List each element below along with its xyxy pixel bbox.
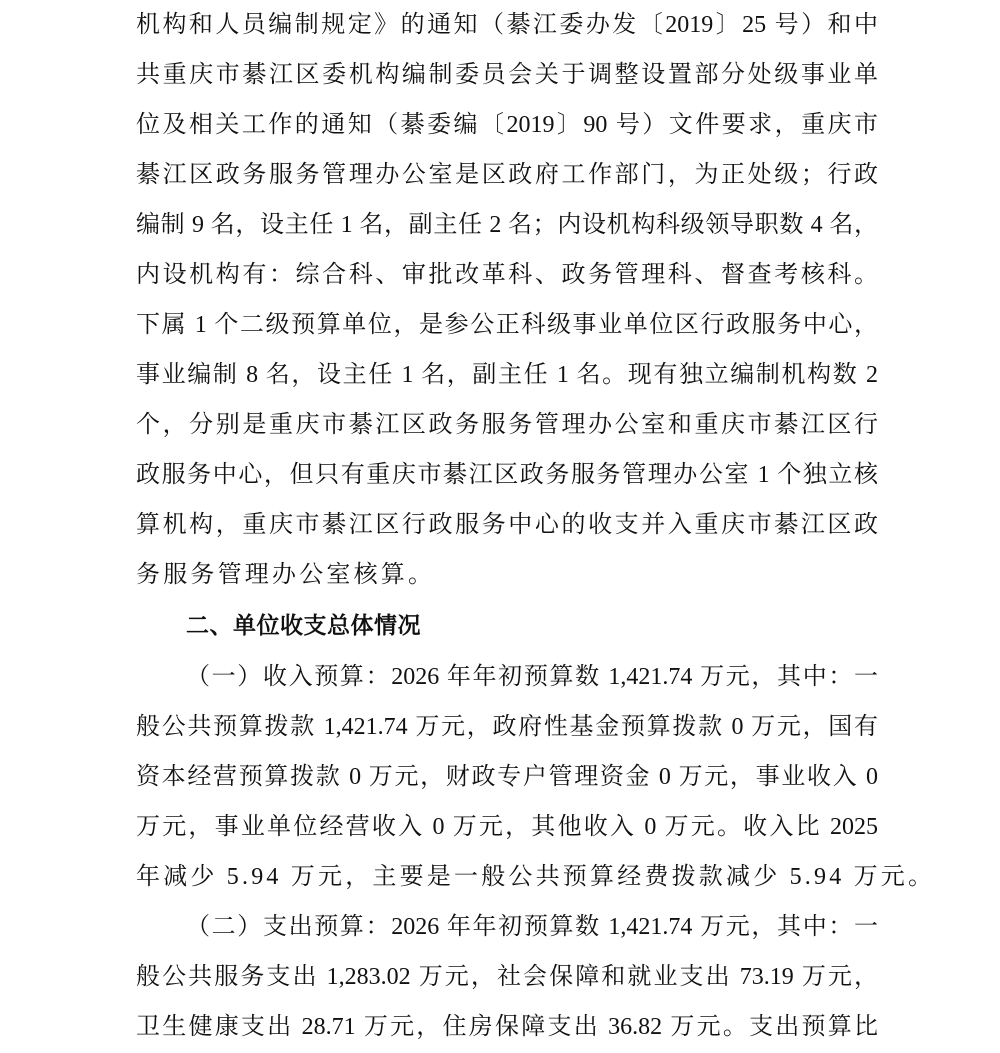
text-line-last: 年减少 5.94 万元，主要是一般公共预算经费拨款减少 5.94 万元。 — [136, 864, 936, 890]
text-line: 编制 9 名，设主任 1 名，副主任 2 名；内设机构科级领导职数 4 名， — [136, 212, 878, 238]
text-line: 般公共服务支出 1,283.02 万元，社会保障和就业支出 73.19 万元， — [136, 964, 878, 990]
text-line: 政服务中心，但只有重庆市綦江区政务服务管理办公室 1 个独立核 — [136, 462, 878, 488]
text-line: （一）收入预算：2026 年年初预算数 1,421.74 万元，其中：一 — [186, 664, 878, 690]
text-line: 般公共预算拨款 1,421.74 万元，政府性基金预算拨款 0 万元，国有 — [136, 714, 878, 740]
paragraph-organization — [136, 0, 878, 600]
text-line: 资本经营预算拨款 0 万元，财政专户管理资金 0 万元，事业收入 0 — [136, 764, 878, 790]
text-line: 个，分别是重庆市綦江区政务服务管理办公室和重庆市綦江区行 — [136, 412, 878, 438]
text-line: 卫生健康支出 28.71 万元，住房保障支出 36.82 万元。支出预算比 — [136, 1014, 878, 1040]
paragraph-expense-budget — [136, 902, 878, 1052]
text-line: 内设机构有：综合科、审批改革科、政务管理科、督查考核科。 — [136, 262, 878, 288]
text-line: 位及相关工作的通知（綦委编〔2019〕90 号）文件要求，重庆市 — [136, 112, 878, 138]
section-heading: 二、单位收支总体情况 — [186, 613, 421, 639]
text-line: （二）支出预算：2026 年年初预算数 1,421.74 万元，其中：一 — [186, 914, 878, 940]
text-line: 事业编制 8 名，设主任 1 名，副主任 1 名。现有独立编制机构数 2 — [136, 362, 878, 388]
text-line: 机构和人员编制规定》的通知（綦江委办发〔2019〕25 号）和中 — [136, 12, 878, 38]
text-line: 万元，事业单位经营收入 0 万元，其他收入 0 万元。收入比 2025 — [136, 814, 878, 840]
text-line-last: 务服务管理办公室核算。 — [136, 562, 436, 588]
text-line: 算机构，重庆市綦江区行政服务中心的收支并入重庆市綦江区政 — [136, 512, 878, 538]
text-line: 綦江区政务服务管理办公室是区政府工作部门，为正处级；行政 — [136, 162, 878, 188]
paragraph-income-budget — [136, 652, 936, 902]
text-line: 下属 1 个二级预算单位，是参公正科级事业单位区行政服务中心， — [136, 312, 878, 338]
document-page — [136, 0, 936, 1052]
text-line: 共重庆市綦江区委机构编制委员会关于调整设置部分处级事业单 — [136, 62, 878, 88]
